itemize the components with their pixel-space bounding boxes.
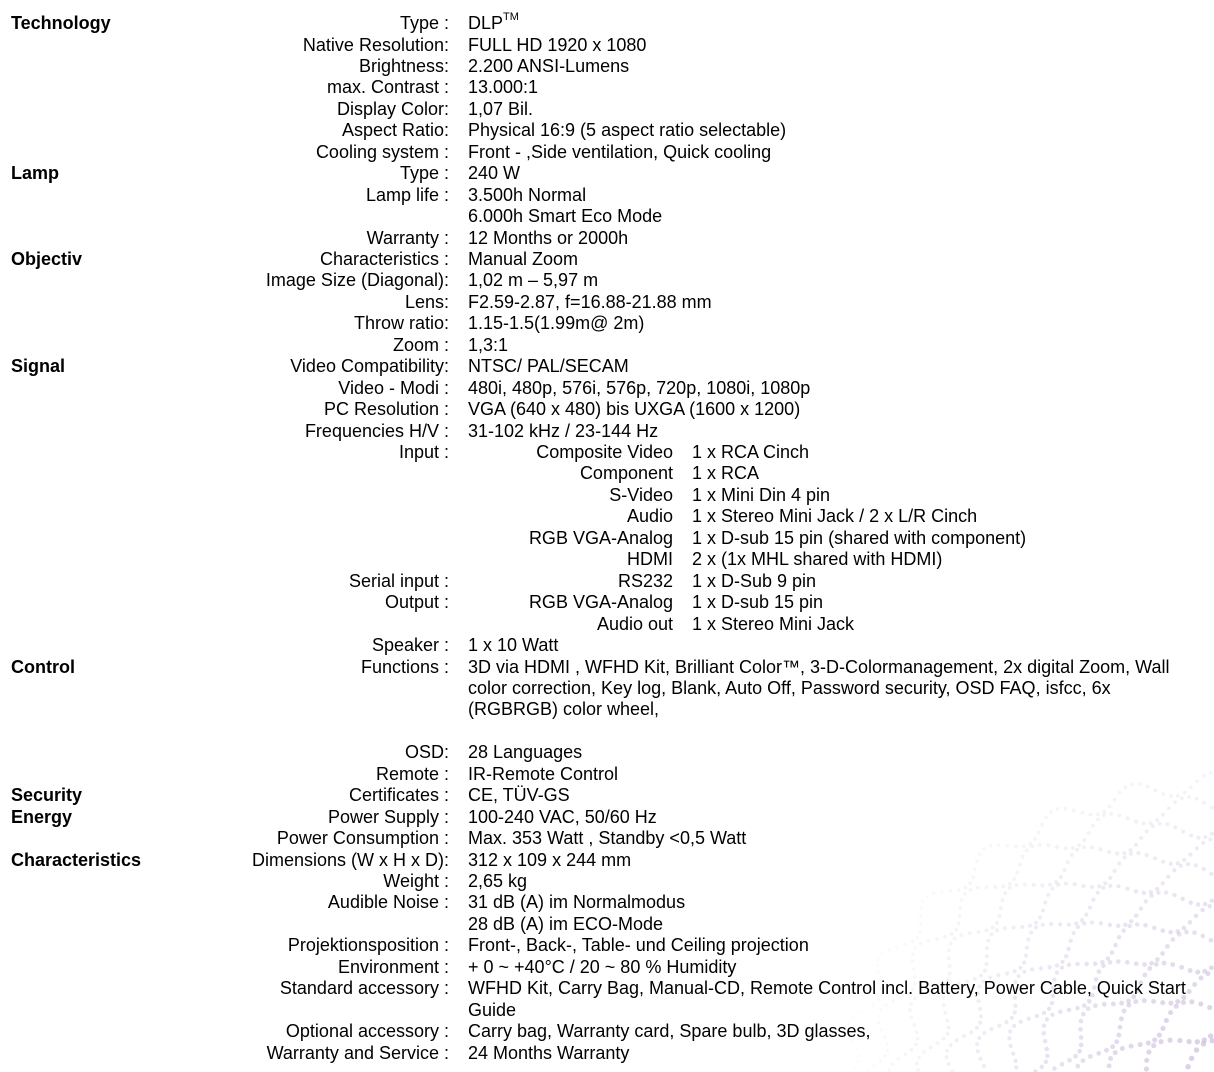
spec-row — [0, 527, 1214, 549]
spec-label: Throw ratio: — [353, 313, 449, 334]
port-label: Component — [579, 463, 673, 484]
section-heading: Control — [11, 656, 75, 677]
spec-row — [0, 956, 1214, 978]
spec-value-text: Manual Zoom — [468, 248, 579, 269]
spec-row — [0, 591, 1214, 613]
port-value: 1 x D-sub 15 pin (shared with component) — [692, 527, 1027, 548]
spec-value — [468, 98, 533, 120]
spec-row — [0, 312, 1214, 334]
spec-value-text: 1 x 10 Watt — [468, 635, 559, 655]
section-heading: Lamp — [11, 163, 60, 184]
spec-row — [0, 205, 1214, 227]
spec-label: Functions : — [360, 656, 449, 677]
spec-row — [0, 656, 1214, 678]
spec-label: Image Size (Diagonal): — [265, 270, 449, 291]
spec-value — [468, 656, 1170, 678]
spec-row — [0, 119, 1214, 141]
spec-row — [0, 613, 1214, 635]
spec-row — [0, 162, 1214, 184]
section-heading: Technology — [11, 13, 111, 33]
spec-value — [468, 999, 516, 1021]
spec-value-text: + 0 ~ +40°C / 20 ~ 80 % Humidity — [468, 956, 737, 977]
spec-label: Type : — [399, 13, 449, 33]
section-heading: Characteristics — [11, 849, 142, 870]
spec-value — [468, 698, 659, 720]
spec-value-text: Carry bag, Warranty card, Spare bulb, 3D glasses, — [468, 1021, 871, 1042]
spec-label: Video - Modi : — [338, 377, 449, 398]
spec-row — [0, 441, 1214, 463]
spec-label: Weight : — [383, 871, 449, 891]
spec-value-text: VGA (640 x 480) bis UXGA (1600 x 1200) — [468, 399, 801, 420]
spec-value — [468, 291, 712, 313]
port-value: 1 x Mini Din 4 pin — [692, 484, 831, 505]
port-value: 1 x D-Sub 9 pin — [692, 570, 817, 591]
spec-label: Lamp life : — [365, 184, 449, 205]
spec-row — [0, 227, 1214, 249]
spec-label: Standard accessory : — [279, 978, 449, 999]
spec-value-text: 24 Months Warranty — [468, 1042, 630, 1063]
spec-value-text: 240 W — [468, 163, 521, 184]
spec-value-text: Physical 16:9 (5 aspect ratio selectable) — [468, 120, 787, 141]
port-label: Audio — [626, 506, 673, 527]
spec-value — [468, 184, 586, 206]
port-value: 1 x Stereo Mini Jack — [692, 613, 855, 634]
spec-value-text: 2.200 ANSI-Lumens — [468, 55, 630, 76]
spec-label: Type : — [399, 163, 449, 184]
spec-value — [468, 162, 520, 184]
spec-row — [0, 141, 1214, 163]
spec-label: Display Color: — [336, 98, 449, 119]
spec-label: Projektionsposition : — [287, 935, 449, 956]
spec-value — [468, 870, 527, 892]
port-value: 1 x D-sub 15 pin — [692, 592, 824, 613]
port-value: 1 x Stereo Mini Jack / 2 x L/R Cinch — [692, 506, 978, 527]
spec-value-text: Max. 353 Watt , Standby <0,5 Watt — [468, 828, 747, 849]
spec-label: max. Contrast : — [326, 77, 449, 98]
spec-row — [0, 34, 1214, 56]
spec-value-text: 12 Months or 2000h — [468, 227, 629, 248]
spec-label: Certificates : — [348, 785, 449, 806]
spec-row — [0, 462, 1214, 484]
spec-value-text: Guide — [468, 999, 517, 1020]
spec-value-text: 1,3:1 — [468, 334, 509, 355]
section-heading: Energy — [11, 806, 73, 827]
spec-row — [0, 891, 1214, 913]
spec-row — [0, 98, 1214, 120]
spec-label: Environment : — [337, 956, 449, 977]
spec-value-text: 3.500h Normal — [468, 184, 587, 205]
spec-value-text: 28 Languages — [468, 742, 583, 763]
spec-label: OSD: — [404, 742, 449, 763]
spec-value-text: 13.000:1 — [468, 77, 539, 98]
spec-label: Warranty : — [366, 227, 449, 248]
spec-row — [0, 55, 1214, 77]
spec-row — [0, 484, 1214, 506]
spec-label: Native Resolution: — [302, 34, 449, 55]
spec-label: Characteristics : — [319, 248, 449, 269]
spec-value-text: 1,02 m – 5,97 m — [468, 270, 599, 291]
spec-value-text: NTSC/ PAL/SECAM — [468, 356, 629, 377]
spec-label: Warranty and Service : — [266, 1042, 449, 1063]
port-label: Composite Video — [536, 442, 673, 462]
spec-label: Audible Noise : — [327, 892, 449, 913]
spec-value — [468, 141, 771, 163]
spec-row — [0, 548, 1214, 570]
spec-value — [468, 334, 508, 356]
trademark-superscript: TM — [503, 11, 519, 23]
spec-value-text: 28 dB (A) im ECO-Mode — [468, 913, 664, 934]
spec-value — [468, 806, 657, 828]
spec-label: Aspect Ratio: — [341, 120, 449, 141]
port-value: 1 x RCA Cinch — [692, 442, 810, 462]
spec-value-text: 312 x 109 x 244 mm — [468, 849, 632, 870]
spec-row — [0, 741, 1214, 763]
spec-value-text: 6.000h Smart Eco Mode — [468, 206, 663, 226]
port-label: HDMI — [627, 549, 673, 570]
spec-label: Power Consumption : — [276, 828, 449, 849]
spec-value — [468, 634, 558, 656]
spec-value-text: 31 dB (A) im Normalmodus — [468, 892, 686, 913]
spec-value-text: IR-Remote Control — [468, 763, 619, 784]
spec-label: Lens: — [404, 291, 449, 312]
spec-value — [468, 784, 570, 806]
spec-row — [0, 806, 1214, 828]
spec-row — [0, 355, 1214, 377]
spec-row — [0, 934, 1214, 956]
section-heading: Security — [11, 785, 83, 806]
spec-value — [468, 205, 662, 227]
port-label: Audio out — [596, 613, 673, 634]
spec-row — [0, 870, 1214, 892]
spec-value-text: Front - ,Side ventilation, Quick cooling — [468, 141, 772, 162]
spec-label: PC Resolution : — [323, 399, 449, 420]
spec-value — [468, 741, 582, 763]
spec-value — [468, 248, 578, 270]
spec-row — [0, 291, 1214, 313]
spec-value-text: CE, TÜV-GS — [468, 785, 570, 806]
spec-value-text: 480i, 480p, 576i, 576p, 720p, 1080i, 1080p — [468, 377, 811, 398]
spec-value — [468, 355, 629, 377]
spec-row — [0, 505, 1214, 527]
spec-value — [468, 1042, 629, 1064]
spec-value — [468, 377, 810, 399]
spec-value — [468, 34, 646, 56]
spec-row — [0, 420, 1214, 442]
spec-value — [468, 977, 1186, 999]
port-value: 1 x RCA — [692, 463, 760, 484]
spec-value — [468, 398, 800, 420]
spec-value — [468, 677, 1111, 699]
spec-value-text: 100-240 VAC, 50/60 Hz — [468, 806, 657, 827]
spec-row — [0, 248, 1214, 270]
spec-row — [0, 570, 1214, 592]
spec-row — [0, 784, 1214, 806]
spec-label: Speaker : — [371, 635, 449, 655]
spec-value-text: 31-102 kHz / 23-144 Hz — [468, 420, 659, 441]
spec-value — [468, 76, 538, 98]
spec-value — [468, 913, 663, 935]
spec-value — [468, 55, 629, 77]
spec-value-text: F2.59-2.87, f=16.88-21.88 mm — [468, 291, 712, 312]
spec-label: Zoom : — [392, 334, 449, 355]
port-label: RGB VGA-Analog — [528, 527, 673, 548]
spec-label: Remote : — [375, 763, 449, 784]
spec-row — [0, 398, 1214, 420]
spec-value-text: 1.15-1.5(1.99m@ 2m) — [468, 313, 645, 334]
spec-value-text: 2,65 kg — [468, 871, 528, 891]
port-label: RS232 — [617, 570, 673, 591]
port-label: RGB VGA-Analog — [528, 592, 673, 613]
spec-value — [468, 420, 658, 442]
spec-row — [0, 763, 1214, 785]
spec-row — [0, 184, 1214, 206]
spec-value — [468, 956, 736, 978]
section-heading: Signal — [11, 356, 66, 377]
spec-label: Output : — [384, 592, 449, 613]
spec-value — [468, 227, 628, 249]
spec-value — [468, 891, 685, 913]
spec-value-text: Front-, Back-, Table- und Ceiling projection — [468, 935, 809, 956]
spec-row — [0, 1042, 1214, 1064]
spec-value — [468, 934, 809, 956]
spec-row — [0, 269, 1214, 291]
spec-value-text: 3D via HDMI , WFHD Kit, Brilliant Color™, 3-D-Colormanagement, 2x digital Zoom, Wall — [468, 656, 1170, 677]
spec-value — [468, 763, 618, 785]
spec-row — [0, 377, 1214, 399]
spec-row — [0, 913, 1214, 935]
spec-label: Input : — [398, 442, 449, 462]
spec-row — [0, 977, 1214, 999]
spec-row — [0, 334, 1214, 356]
spec-row — [0, 698, 1214, 720]
spec-row — [0, 720, 1214, 742]
spec-label: Optional accessory : — [285, 1021, 449, 1042]
spec-value-text: FULL HD 1920 x 1080 — [468, 34, 647, 55]
spec-row — [0, 634, 1214, 656]
spec-value-text: 1,07 Bil. — [468, 98, 534, 119]
spec-row — [0, 76, 1214, 98]
spec-value-text: WFHD Kit, Carry Bag, Manual-CD, Remote Control incl. Battery, Power Cable, Quick Start — [468, 978, 1186, 999]
spec-row — [0, 849, 1214, 871]
spec-label: Serial input : — [348, 570, 449, 591]
spec-value-text: (RGBRGB) color wheel, — [468, 699, 660, 720]
port-value: 2 x (1x MHL shared with HDMI) — [692, 549, 943, 570]
spec-label: Video Compatibility: — [290, 356, 449, 377]
spec-row — [0, 677, 1214, 699]
spec-label: Brightness: — [358, 55, 449, 76]
spec-row — [0, 999, 1214, 1021]
spec-value — [468, 1020, 871, 1042]
spec-value — [468, 119, 786, 141]
spec-row — [0, 12, 1214, 34]
spec-value — [468, 312, 644, 334]
spec-label: Dimensions (W x H x D): — [251, 849, 449, 870]
spec-value — [468, 849, 631, 871]
spec-value — [468, 269, 598, 291]
spec-label: Cooling system : — [315, 141, 449, 162]
port-label: S-Video — [609, 484, 673, 505]
spec-value — [468, 827, 746, 849]
spec-label: Power Supply : — [327, 806, 449, 827]
spec-row — [0, 827, 1214, 849]
spec-value-text: DLP — [468, 13, 504, 33]
spec-row — [0, 1020, 1214, 1042]
spec-value-text: color correction, Key log, Blank, Auto Off, Password security, OSD FAQ, isfcc, 6x — [468, 677, 1111, 698]
spec-label: Frequencies H/V : — [304, 420, 449, 441]
section-heading: Objectiv — [11, 248, 83, 269]
